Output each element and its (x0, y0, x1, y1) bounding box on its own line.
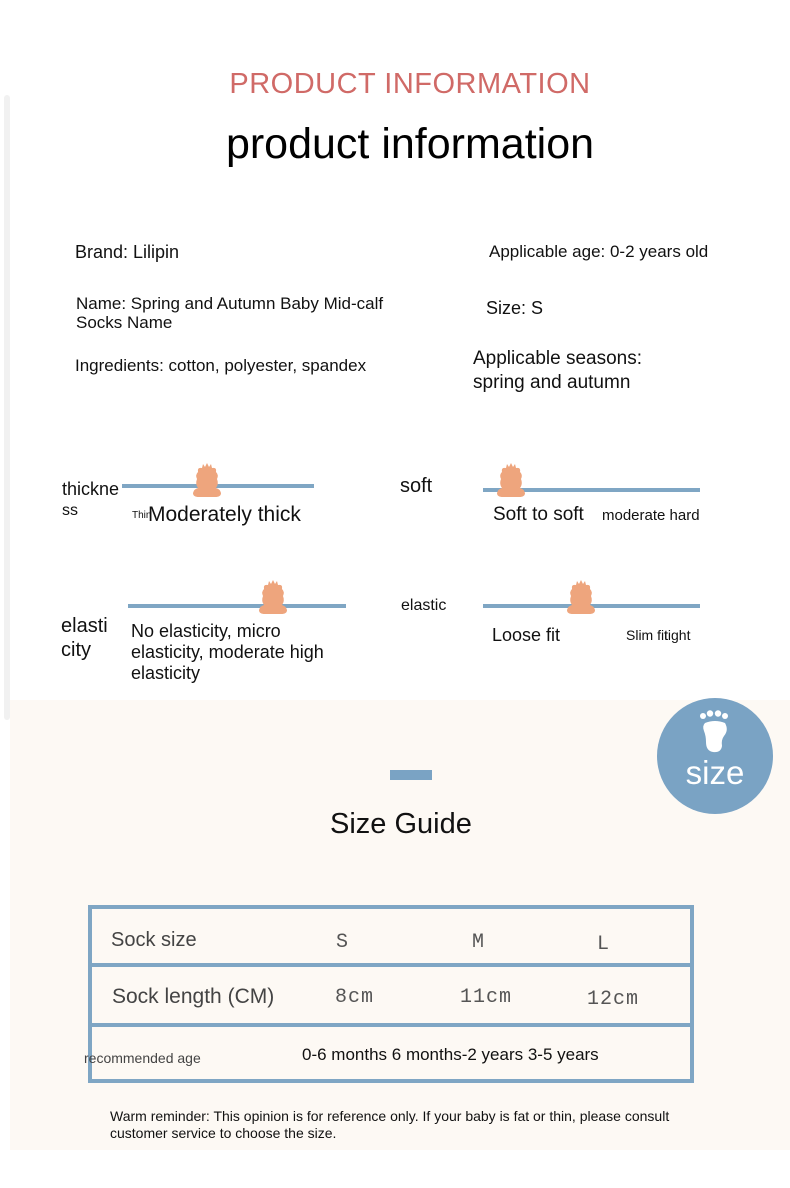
elasticity-label-line-2: city (61, 639, 91, 661)
size-guide-table (84, 905, 694, 1083)
name-info (76, 294, 406, 332)
softness-high-label: moderate hard (602, 507, 700, 524)
elasticity-scale-bar (128, 604, 346, 608)
elasticity-desc-line-2: elasticity, moderate high (131, 642, 324, 662)
thickness-label-line-2: ss (62, 502, 78, 519)
size-guide-title: Size Guide (330, 808, 472, 840)
thickness-mascot-marker (192, 462, 222, 498)
seasons-info (473, 347, 642, 395)
table-row-label: Sock size (111, 929, 197, 951)
section-title: product information (225, 120, 595, 168)
table-cell: 11cm (460, 986, 513, 1009)
fit-mid-label: Slim fit (626, 627, 668, 643)
footprint-icon (697, 710, 733, 754)
thickness-label (62, 478, 119, 522)
reminder-line-2: customer service to choose the size. (110, 1125, 337, 1141)
section-title-caps: PRODUCT INFORMATION (229, 68, 591, 100)
brand-info: Brand: Lilipin (75, 242, 180, 262)
warm-reminder (110, 1108, 710, 1142)
elasticity-label-line-1: elasti (61, 615, 108, 637)
size-badge-text: size (685, 754, 745, 791)
elasticity-description (131, 621, 324, 684)
table-cell: 8cm (335, 986, 375, 1009)
size-info: Size: S (486, 298, 544, 318)
seasons-line-2: spring and autumn (473, 372, 631, 393)
table-row-label: Sock length (CM) (112, 985, 275, 1008)
section-divider-dash (390, 770, 432, 780)
fit-high-label: tight (664, 627, 691, 643)
name-line-2: Socks Name (76, 313, 173, 332)
table-cell: S (336, 931, 350, 954)
table-cell: 12cm (587, 988, 640, 1011)
elasticity-desc-line-1: No elasticity, micro (131, 621, 281, 641)
name-line-1: Name: Spring and Autumn Baby Mid-calf (76, 294, 384, 313)
table-row-divider (92, 963, 690, 967)
table-cell: 0-6 months 6 months-2 years 3-5 years (302, 1045, 599, 1064)
elasticity-mascot-marker (258, 579, 288, 615)
size-badge (657, 698, 773, 814)
age-info: Applicable age: 0-2 years old (489, 242, 709, 261)
fit-low-label: Loose fit (492, 625, 561, 645)
thickness-label-line-1: thickne (62, 479, 120, 499)
table-row-divider (92, 1023, 690, 1027)
ingredients-info: Ingredients: cotton, polyester, spandex (75, 356, 367, 375)
fit-mascot-marker (566, 579, 596, 615)
table-row-label: recommended age (84, 1050, 201, 1066)
reminder-line-1: Warm reminder: This opinion is for reference only. If your baby is fat or thin, please consult (110, 1108, 670, 1124)
elasticity-desc-line-3: elasticity (131, 663, 201, 683)
table-cell: L (597, 933, 611, 956)
seasons-line-1: Applicable seasons: (473, 348, 642, 369)
softness-mascot-marker (496, 462, 526, 498)
elasticity-label (61, 614, 108, 662)
card-edge (4, 95, 10, 720)
thickness-value: Moderately thick (148, 503, 301, 526)
softness-label: soft (400, 475, 433, 497)
softness-value: Soft to soft (493, 504, 584, 525)
table-cell: M (472, 931, 486, 954)
fit-label: elastic (401, 597, 447, 614)
thickness-low-label: Thin (132, 510, 152, 521)
